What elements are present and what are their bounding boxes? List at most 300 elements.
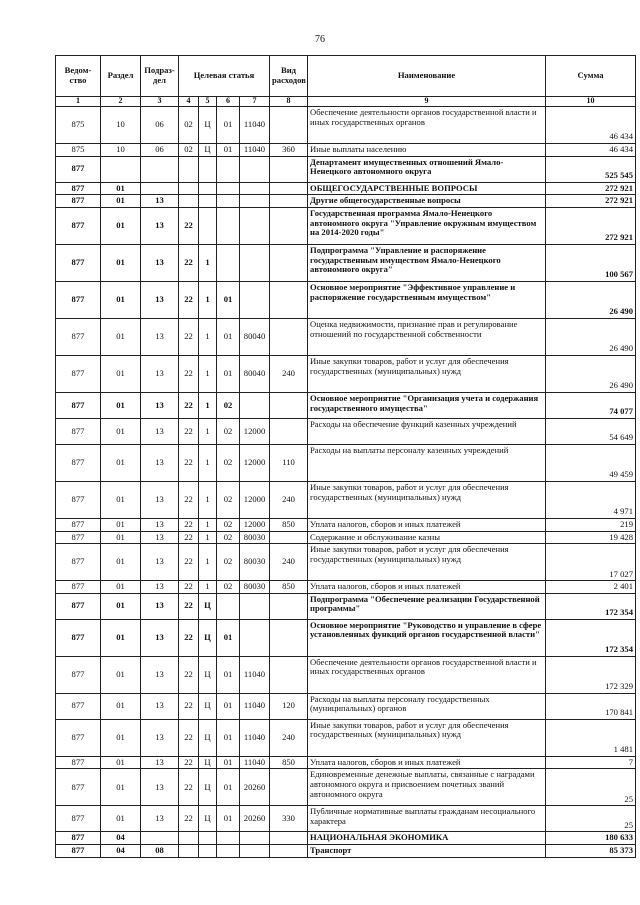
amount-cell: 272 921 [546, 195, 636, 208]
amount-cell: 172 354 [546, 593, 636, 619]
direction-code-cell: 12000 [240, 444, 270, 481]
expense-type-cell [270, 531, 308, 544]
amount-cell: 54 649 [546, 418, 636, 444]
header-expense-type: Вид расходов [270, 56, 308, 97]
table-row [56, 845, 636, 858]
activity-code-cell [217, 244, 240, 281]
section-cell: 10 [101, 107, 141, 144]
header-subsection: Подраз-дел [141, 56, 179, 97]
expense-type-cell: 240 [270, 481, 308, 518]
subprogram-code-cell: 1 [199, 355, 217, 392]
subprogram-code-cell [199, 182, 217, 195]
activity-code-cell: 02 [217, 444, 240, 481]
direction-code-cell [240, 156, 270, 182]
expense-type-cell [270, 207, 308, 244]
header-department: Ведом-ство [56, 56, 101, 97]
subprogram-code-cell: Ц [199, 769, 217, 806]
direction-code-cell: 11040 [240, 693, 270, 719]
name-cell: Иные закупки товаров, работ и услуг для обеспечения государственных (муниципальных) нужд [308, 544, 546, 581]
table-row [56, 182, 636, 195]
expense-type-cell [270, 845, 308, 858]
department-cell: 875 [56, 107, 101, 144]
program-code-cell [179, 845, 199, 858]
direction-code-cell: 12000 [240, 481, 270, 518]
table-row [56, 806, 636, 832]
subprogram-code-cell [199, 195, 217, 208]
subsection-cell: 13 [141, 719, 179, 756]
activity-code-cell [217, 195, 240, 208]
department-cell: 877 [56, 544, 101, 581]
program-code-cell: 22 [179, 418, 199, 444]
subsection-cell: 06 [141, 107, 179, 144]
expense-type-cell [270, 182, 308, 195]
program-code-cell [179, 156, 199, 182]
subprogram-code-cell: Ц [199, 593, 217, 619]
column-number-row [56, 97, 636, 107]
amount-cell: 100 567 [546, 244, 636, 281]
section-cell: 01 [101, 581, 141, 594]
department-cell: 877 [56, 355, 101, 392]
subprogram-code-cell [199, 207, 217, 244]
direction-code-cell [240, 845, 270, 858]
program-code-cell [179, 832, 199, 845]
name-cell: Подпрограмма "Обеспечение реализации Государственной программы" [308, 593, 546, 619]
expense-type-cell [270, 244, 308, 281]
direction-code-cell: 11040 [240, 144, 270, 157]
column-number: 7 [240, 97, 270, 107]
department-cell: 877 [56, 481, 101, 518]
expense-type-cell [270, 195, 308, 208]
activity-code-cell: 01 [217, 693, 240, 719]
table-row [56, 619, 636, 656]
activity-code-cell: 02 [217, 418, 240, 444]
expense-type-cell [270, 619, 308, 656]
name-cell: Государственная программа Ямало-Ненецкого автономного округа "Управление окружным имуществом на 2014-2020 годы" [308, 207, 546, 244]
department-cell: 877 [56, 518, 101, 531]
department-cell: 877 [56, 244, 101, 281]
name-cell: Оценка недвижимости, признание прав и регулирование отношений по государственной собственности [308, 318, 546, 355]
subprogram-code-cell: 1 [199, 531, 217, 544]
direction-code-cell [240, 207, 270, 244]
program-code-cell: 22 [179, 581, 199, 594]
direction-code-cell [240, 619, 270, 656]
activity-code-cell: 01 [217, 355, 240, 392]
direction-code-cell: 11040 [240, 107, 270, 144]
direction-code-cell: 80030 [240, 531, 270, 544]
section-cell: 01 [101, 656, 141, 693]
amount-cell: 7 [546, 756, 636, 769]
table-row [56, 418, 636, 444]
expense-type-cell [270, 281, 308, 318]
activity-code-cell [217, 832, 240, 845]
program-code-cell: 22 [179, 719, 199, 756]
direction-code-cell: 12000 [240, 518, 270, 531]
subprogram-code-cell: 1 [199, 581, 217, 594]
department-cell: 877 [56, 619, 101, 656]
subprogram-code-cell: 1 [199, 444, 217, 481]
activity-code-cell: 02 [217, 518, 240, 531]
amount-cell: 46 434 [546, 144, 636, 157]
direction-code-cell: 12000 [240, 418, 270, 444]
expense-type-cell [270, 656, 308, 693]
section-cell: 01 [101, 481, 141, 518]
expense-type-cell: 120 [270, 693, 308, 719]
subprogram-code-cell: 1 [199, 418, 217, 444]
expense-type-cell: 240 [270, 719, 308, 756]
subsection-cell: 13 [141, 195, 179, 208]
activity-code-cell: 01 [217, 281, 240, 318]
department-cell: 877 [56, 318, 101, 355]
department-cell: 877 [56, 756, 101, 769]
department-cell: 877 [56, 719, 101, 756]
activity-code-cell: 02 [217, 581, 240, 594]
column-number: 5 [199, 97, 217, 107]
expense-type-cell: 240 [270, 544, 308, 581]
table-row [56, 144, 636, 157]
name-cell: Уплата налогов, сборов и иных платежей [308, 518, 546, 531]
program-code-cell: 22 [179, 207, 199, 244]
table-row [56, 107, 636, 144]
table-row [56, 355, 636, 392]
direction-code-cell [240, 182, 270, 195]
subsection-cell: 06 [141, 144, 179, 157]
subprogram-code-cell: 1 [199, 518, 217, 531]
subsection-cell: 13 [141, 355, 179, 392]
activity-code-cell [217, 156, 240, 182]
expense-type-cell [270, 107, 308, 144]
department-cell: 877 [56, 531, 101, 544]
section-cell: 01 [101, 693, 141, 719]
program-code-cell: 22 [179, 806, 199, 832]
column-number: 9 [308, 97, 546, 107]
table-row [56, 756, 636, 769]
expense-type-cell [270, 418, 308, 444]
expense-type-cell: 360 [270, 144, 308, 157]
program-code-cell: 22 [179, 593, 199, 619]
amount-cell: 1 481 [546, 719, 636, 756]
section-cell: 01 [101, 207, 141, 244]
expense-type-cell [270, 769, 308, 806]
subsection-cell: 13 [141, 619, 179, 656]
subprogram-code-cell [199, 156, 217, 182]
subsection-cell: 13 [141, 593, 179, 619]
section-cell: 01 [101, 182, 141, 195]
name-cell: Расходы на выплаты персоналу государственных (муниципальных) органов [308, 693, 546, 719]
section-cell: 01 [101, 392, 141, 418]
amount-cell: 26 490 [546, 355, 636, 392]
direction-code-cell [240, 392, 270, 418]
amount-cell: 85 373 [546, 845, 636, 858]
section-cell: 01 [101, 355, 141, 392]
name-cell: Иные закупки товаров, работ и услуг для обеспечения государственных (муниципальных) нужд [308, 719, 546, 756]
amount-cell: 25 [546, 806, 636, 832]
name-cell: Обеспечение деятельности органов государственной власти и иных государственных органов [308, 656, 546, 693]
program-code-cell: 22 [179, 244, 199, 281]
department-cell: 877 [56, 281, 101, 318]
department-cell: 877 [56, 832, 101, 845]
department-cell: 877 [56, 656, 101, 693]
name-cell: НАЦИОНАЛЬНАЯ ЭКОНОМИКА [308, 832, 546, 845]
amount-cell: 17 027 [546, 544, 636, 581]
name-cell: ОБЩЕГОСУДАРСТВЕННЫЕ ВОПРОСЫ [308, 182, 546, 195]
subsection-cell: 13 [141, 531, 179, 544]
program-code-cell: 22 [179, 481, 199, 518]
amount-cell: 525 545 [546, 156, 636, 182]
program-code-cell [179, 182, 199, 195]
section-cell: 01 [101, 719, 141, 756]
section-cell: 01 [101, 281, 141, 318]
amount-cell: 180 633 [546, 832, 636, 845]
activity-code-cell: 02 [217, 481, 240, 518]
table-row [56, 593, 636, 619]
table-body [56, 107, 636, 858]
column-number: 8 [270, 97, 308, 107]
amount-cell: 170 841 [546, 693, 636, 719]
amount-cell: 26 490 [546, 318, 636, 355]
subprogram-code-cell: Ц [199, 144, 217, 157]
subprogram-code-cell [199, 845, 217, 858]
subprogram-code-cell: Ц [199, 107, 217, 144]
subsection-cell [141, 156, 179, 182]
header-amount: Сумма [546, 56, 636, 97]
direction-code-cell: 11040 [240, 719, 270, 756]
subprogram-code-cell: 1 [199, 481, 217, 518]
direction-code-cell: 11040 [240, 656, 270, 693]
expense-type-cell: 850 [270, 581, 308, 594]
column-number: 4 [179, 97, 199, 107]
subsection-cell: 13 [141, 656, 179, 693]
subprogram-code-cell: 1 [199, 544, 217, 581]
subsection-cell: 08 [141, 845, 179, 858]
subsection-cell: 13 [141, 481, 179, 518]
table-row [56, 156, 636, 182]
expense-type-cell: 330 [270, 806, 308, 832]
activity-code-cell: 02 [217, 531, 240, 544]
section-cell: 01 [101, 444, 141, 481]
program-code-cell: 22 [179, 531, 199, 544]
section-cell: 01 [101, 518, 141, 531]
section-cell: 04 [101, 845, 141, 858]
amount-cell: 272 921 [546, 207, 636, 244]
section-cell: 01 [101, 593, 141, 619]
subprogram-code-cell: Ц [199, 656, 217, 693]
name-cell: Уплата налогов, сборов и иных платежей [308, 581, 546, 594]
subprogram-code-cell: 1 [199, 281, 217, 318]
activity-code-cell: 01 [217, 144, 240, 157]
department-cell: 877 [56, 182, 101, 195]
activity-code-cell: 01 [217, 806, 240, 832]
subprogram-code-cell: Ц [199, 806, 217, 832]
section-cell: 04 [101, 832, 141, 845]
direction-code-cell [240, 593, 270, 619]
subprogram-code-cell: Ц [199, 756, 217, 769]
department-cell: 877 [56, 418, 101, 444]
subsection-cell: 13 [141, 444, 179, 481]
direction-code-cell [240, 195, 270, 208]
amount-cell: 26 490 [546, 281, 636, 318]
table-row [56, 195, 636, 208]
table-row [56, 656, 636, 693]
department-cell: 877 [56, 444, 101, 481]
column-number: 3 [141, 97, 179, 107]
expense-type-cell [270, 156, 308, 182]
name-cell: Расходы на обеспечение функций казенных учреждений [308, 418, 546, 444]
subprogram-code-cell: 1 [199, 244, 217, 281]
header-row [56, 56, 636, 97]
table-row [56, 518, 636, 531]
table-row [56, 769, 636, 806]
department-cell: 877 [56, 769, 101, 806]
name-cell: Публичные нормативные выплаты гражданам несоциального характера [308, 806, 546, 832]
name-cell: Единовременные денежные выплаты, связанные с наградами автономного округа и присвоением почетных званий автономного округа [308, 769, 546, 806]
name-cell: Основное мероприятие "Эффективное управление и распоряжение государственным имуществом" [308, 281, 546, 318]
header-target-item: Целевая статья [179, 56, 270, 97]
subprogram-code-cell: 1 [199, 318, 217, 355]
expense-type-cell: 110 [270, 444, 308, 481]
section-cell: 01 [101, 244, 141, 281]
table-row [56, 581, 636, 594]
amount-cell: 2 401 [546, 581, 636, 594]
subsection-cell: 13 [141, 418, 179, 444]
page-number: 76 [315, 34, 325, 45]
program-code-cell: 22 [179, 544, 199, 581]
subsection-cell: 13 [141, 281, 179, 318]
table-row [56, 693, 636, 719]
section-cell [101, 156, 141, 182]
subsection-cell: 13 [141, 693, 179, 719]
amount-cell: 4 971 [546, 481, 636, 518]
table-row [56, 444, 636, 481]
direction-code-cell [240, 832, 270, 845]
direction-code-cell: 80040 [240, 318, 270, 355]
subsection-cell: 13 [141, 756, 179, 769]
name-cell: Иные закупки товаров, работ и услуг для обеспечения государственных (муниципальных) нужд [308, 481, 546, 518]
program-code-cell: 22 [179, 318, 199, 355]
subprogram-code-cell: Ц [199, 619, 217, 656]
program-code-cell: 22 [179, 444, 199, 481]
name-cell: Подпрограмма "Управление и распоряжение государственным имуществом Ямало-Ненецкого автономного округа" [308, 244, 546, 281]
subprogram-code-cell [199, 832, 217, 845]
activity-code-cell: 01 [217, 656, 240, 693]
header-section: Раздел [101, 56, 141, 97]
name-cell: Расходы на выплаты персоналу казенных учреждений [308, 444, 546, 481]
activity-code-cell: 02 [217, 544, 240, 581]
department-cell: 877 [56, 581, 101, 594]
direction-code-cell: 20260 [240, 769, 270, 806]
amount-cell: 172 354 [546, 619, 636, 656]
program-code-cell: 22 [179, 769, 199, 806]
subsection-cell [141, 182, 179, 195]
expense-type-cell [270, 392, 308, 418]
department-cell: 877 [56, 845, 101, 858]
activity-code-cell: 01 [217, 318, 240, 355]
department-cell: 877 [56, 156, 101, 182]
table-row [56, 481, 636, 518]
column-number: 6 [217, 97, 240, 107]
expense-type-cell [270, 832, 308, 845]
program-code-cell: 22 [179, 518, 199, 531]
section-cell: 01 [101, 418, 141, 444]
department-cell: 877 [56, 806, 101, 832]
activity-code-cell: 01 [217, 769, 240, 806]
amount-cell: 272 921 [546, 182, 636, 195]
name-cell: Другие общегосударственные вопросы [308, 195, 546, 208]
activity-code-cell [217, 593, 240, 619]
program-code-cell: 22 [179, 281, 199, 318]
section-cell: 01 [101, 544, 141, 581]
table-row [56, 318, 636, 355]
subprogram-code-cell: 1 [199, 392, 217, 418]
subsection-cell: 13 [141, 518, 179, 531]
subprogram-code-cell: Ц [199, 693, 217, 719]
name-cell: Иные закупки товаров, работ и услуг для обеспечения государственных (муниципальных) нужд [308, 355, 546, 392]
direction-code-cell: 11040 [240, 756, 270, 769]
activity-code-cell: 01 [217, 619, 240, 656]
program-code-cell: 02 [179, 144, 199, 157]
expense-type-cell [270, 593, 308, 619]
direction-code-cell: 20260 [240, 806, 270, 832]
program-code-cell: 22 [179, 355, 199, 392]
section-cell: 01 [101, 619, 141, 656]
amount-cell: 74 077 [546, 392, 636, 418]
name-cell: Содержание и обслуживание казны [308, 531, 546, 544]
program-code-cell: 02 [179, 107, 199, 144]
section-cell: 01 [101, 806, 141, 832]
name-cell: Уплата налогов, сборов и иных платежей [308, 756, 546, 769]
name-cell: Основное мероприятие "Руководство и управление в сфере установленных функций органов государственной власти" [308, 619, 546, 656]
activity-code-cell [217, 182, 240, 195]
amount-cell: 19 428 [546, 531, 636, 544]
expense-type-cell [270, 318, 308, 355]
column-number: 1 [56, 97, 101, 107]
amount-cell: 25 [546, 769, 636, 806]
department-cell: 877 [56, 207, 101, 244]
subsection-cell: 13 [141, 392, 179, 418]
subsection-cell: 13 [141, 244, 179, 281]
subsection-cell: 13 [141, 544, 179, 581]
direction-code-cell [240, 281, 270, 318]
subprogram-code-cell: Ц [199, 719, 217, 756]
activity-code-cell [217, 845, 240, 858]
name-cell: Департамент имущественных отношений Ямало-Ненецкого автономного округа [308, 156, 546, 182]
direction-code-cell [240, 244, 270, 281]
department-cell: 877 [56, 195, 101, 208]
direction-code-cell: 80030 [240, 544, 270, 581]
section-cell: 10 [101, 144, 141, 157]
program-code-cell: 22 [179, 392, 199, 418]
subsection-cell: 13 [141, 318, 179, 355]
name-cell: Иные выплаты населению [308, 144, 546, 157]
amount-cell: 219 [546, 518, 636, 531]
program-code-cell: 22 [179, 693, 199, 719]
header-name: Наименование [308, 56, 546, 97]
name-cell: Транспорт [308, 845, 546, 858]
subsection-cell: 13 [141, 806, 179, 832]
department-cell: 877 [56, 693, 101, 719]
subsection-cell: 13 [141, 207, 179, 244]
amount-cell: 46 434 [546, 107, 636, 144]
table-row [56, 544, 636, 581]
column-number: 2 [101, 97, 141, 107]
activity-code-cell: 02 [217, 392, 240, 418]
table-row [56, 719, 636, 756]
direction-code-cell: 80040 [240, 355, 270, 392]
expense-type-cell: 240 [270, 355, 308, 392]
department-cell: 877 [56, 593, 101, 619]
activity-code-cell [217, 207, 240, 244]
department-cell: 877 [56, 392, 101, 418]
name-cell: Основное мероприятие "Организация учета и содержания государственного имущества" [308, 392, 546, 418]
